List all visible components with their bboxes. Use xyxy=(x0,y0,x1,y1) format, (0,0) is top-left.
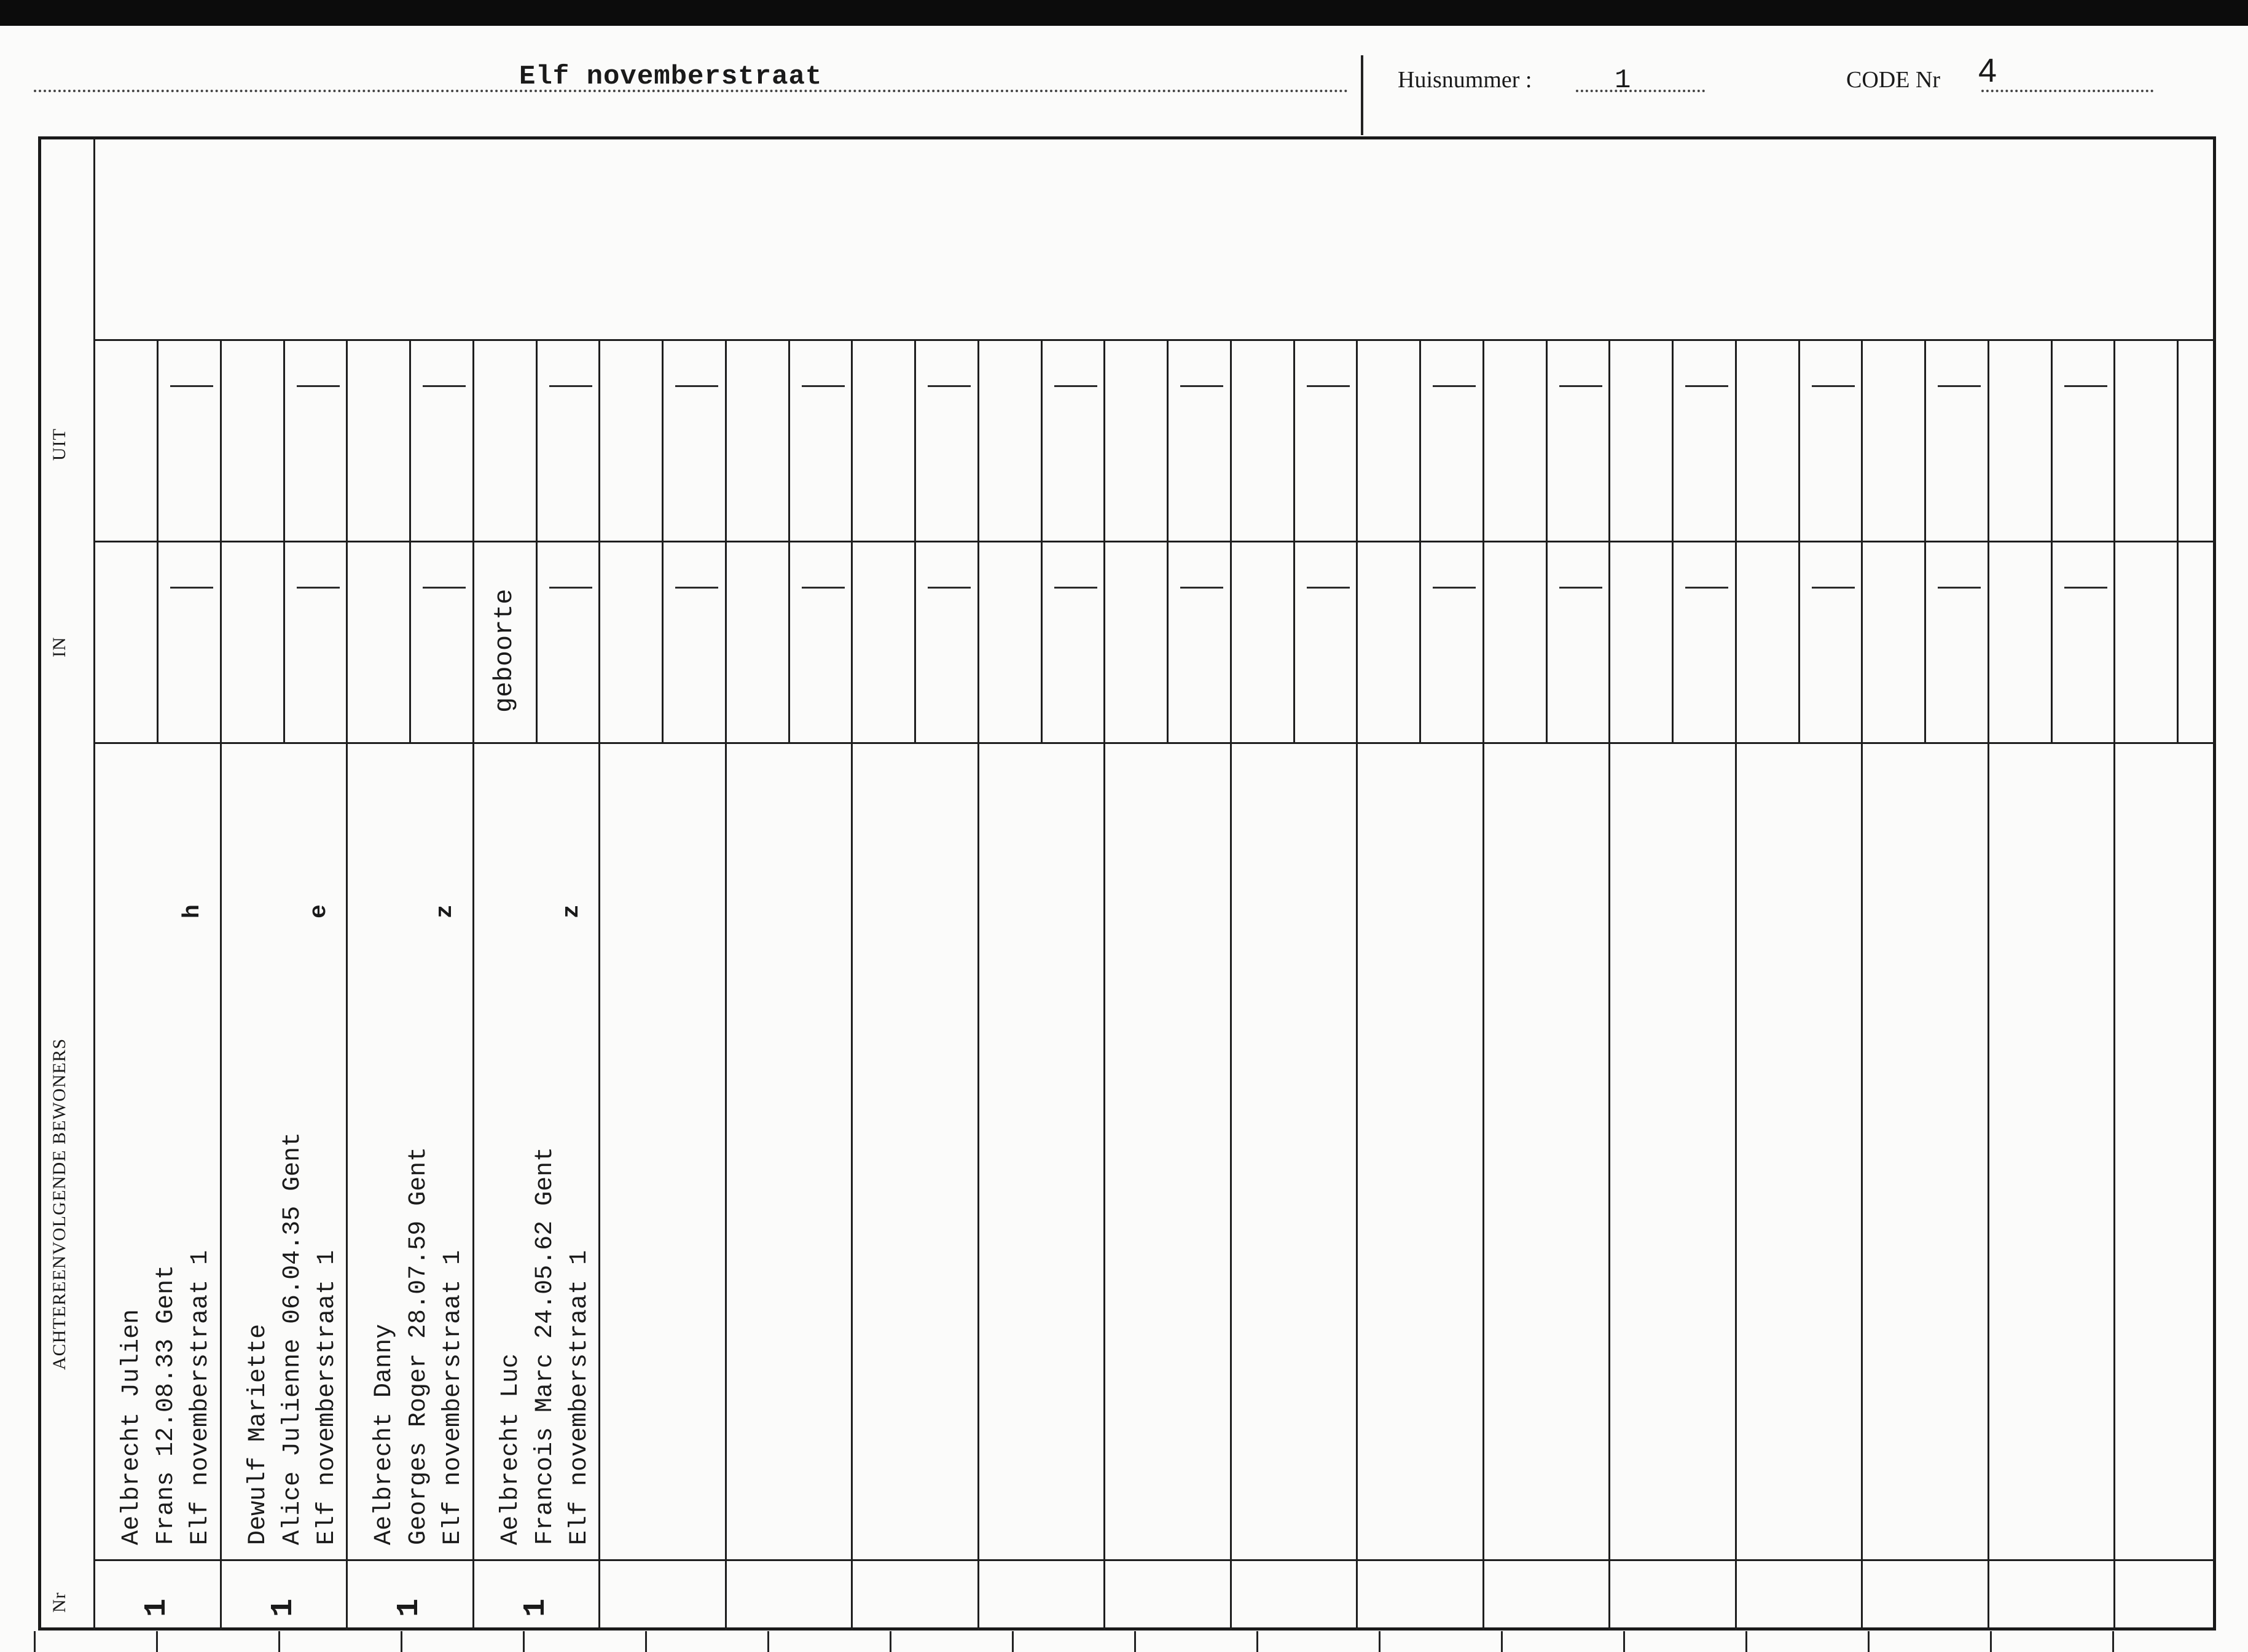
code-number-label: CODE Nr xyxy=(1846,67,1941,93)
column-divider xyxy=(346,339,348,1630)
sub-column-divider xyxy=(2051,339,2053,742)
column-divider xyxy=(977,339,979,1630)
resident-mark: z xyxy=(432,904,458,918)
in-dash xyxy=(1180,587,1223,589)
in-dash xyxy=(1307,587,1350,589)
bottom-tick xyxy=(1745,1631,1747,1652)
sub-column-divider xyxy=(1419,339,1421,742)
uit-dash xyxy=(928,385,971,387)
sub-column-divider xyxy=(409,339,411,742)
sub-column-divider xyxy=(788,339,790,742)
resident-line: Elf novemberstraat 1 xyxy=(439,1250,467,1545)
column-divider xyxy=(725,339,727,1630)
bottom-tick xyxy=(767,1631,769,1652)
resident-line: Aelbrecht Danny xyxy=(370,1323,398,1545)
column-divider xyxy=(1988,339,1989,1630)
in-reason: geboorte xyxy=(490,589,519,713)
label-column-divider xyxy=(93,136,95,1630)
row-divider xyxy=(93,742,2216,744)
column-divider xyxy=(598,339,600,1630)
column-divider xyxy=(1230,339,1232,1630)
sub-column-divider xyxy=(1546,339,1548,742)
column-divider xyxy=(1735,339,1737,1630)
bottom-tick xyxy=(34,1631,36,1652)
uit-dash xyxy=(1812,385,1855,387)
in-dash xyxy=(2064,587,2107,589)
house-number-value: 1 xyxy=(1615,65,1631,96)
resident-line: Elf novemberstraat 1 xyxy=(187,1250,214,1545)
uit-dash xyxy=(549,385,592,387)
resident-line: Elf novemberstraat 1 xyxy=(313,1250,341,1545)
bottom-tick xyxy=(890,1631,891,1652)
bottom-tick xyxy=(1256,1631,1258,1652)
row-label-in: IN xyxy=(49,636,69,657)
bottom-tick xyxy=(523,1631,525,1652)
bottom-tick xyxy=(156,1631,158,1652)
resident-nr: 1 xyxy=(266,1598,301,1617)
uit-dash xyxy=(1180,385,1223,387)
resident-line: Georges Roger 28.07.59 Gent xyxy=(405,1146,433,1545)
resident-line: Aelbrecht Julien xyxy=(118,1309,146,1545)
bottom-tick-marks xyxy=(0,1631,2248,1652)
bottom-tick xyxy=(278,1631,280,1652)
bottom-tick xyxy=(1134,1631,1136,1652)
uit-dash xyxy=(675,385,718,387)
bottom-tick xyxy=(1501,1631,1503,1652)
sub-column-divider xyxy=(914,339,916,742)
bottom-tick xyxy=(1868,1631,1870,1652)
uit-dash xyxy=(1938,385,1981,387)
resident-line: Dewulf Mariette xyxy=(245,1323,272,1545)
bottom-tick xyxy=(1623,1631,1625,1652)
sub-column-divider xyxy=(157,339,159,742)
column-divider xyxy=(1356,339,1358,1630)
resident-line: Elf novemberstraat 1 xyxy=(566,1250,593,1545)
column-divider xyxy=(1103,339,1105,1630)
column-divider xyxy=(1861,339,1863,1630)
column-divider xyxy=(2113,339,2115,1630)
in-dash xyxy=(1938,587,1981,589)
in-dash xyxy=(549,587,592,589)
uit-dash xyxy=(1054,385,1097,387)
column-divider xyxy=(851,339,853,1630)
in-dash xyxy=(1559,587,1602,589)
uit-dash xyxy=(1433,385,1476,387)
sub-column-divider xyxy=(1167,339,1169,742)
in-dash xyxy=(1054,587,1097,589)
row-label-nr: Nr xyxy=(49,1592,69,1613)
in-dash xyxy=(297,587,340,589)
column-divider xyxy=(1482,339,1484,1630)
uit-dash xyxy=(1685,385,1728,387)
sub-column-divider xyxy=(1293,339,1295,742)
resident-nr: 1 xyxy=(392,1598,427,1617)
uit-dash xyxy=(1559,385,1602,387)
bottom-tick xyxy=(1012,1631,1014,1652)
column-divider xyxy=(220,339,222,1630)
uit-dash xyxy=(297,385,340,387)
column-divider xyxy=(1608,339,1610,1630)
row-label-residents: ACHTEREENVOLGENDE BEWONERS xyxy=(49,1038,69,1370)
sub-column-divider xyxy=(1924,339,1926,742)
bottom-tick xyxy=(2112,1631,2114,1652)
in-dash xyxy=(423,587,466,589)
resident-line: Frans 12.08.33 Gent xyxy=(152,1264,180,1545)
uit-dash xyxy=(802,385,845,387)
resident-mark: h xyxy=(179,904,206,918)
resident-nr: 1 xyxy=(139,1598,174,1617)
in-dash xyxy=(1433,587,1476,589)
bottom-tick xyxy=(401,1631,402,1652)
in-dash xyxy=(802,587,845,589)
row-divider xyxy=(93,541,2216,542)
row-label-uit: UIT xyxy=(49,428,69,461)
resident-mark: z xyxy=(558,904,585,918)
resident-line: Alice Julienne 06.04.35 Gent xyxy=(279,1132,307,1545)
bottom-tick xyxy=(1379,1631,1381,1652)
in-dash xyxy=(170,587,213,589)
resident-line: Francois Marc 24.05.62 Gent xyxy=(531,1146,559,1545)
sub-column-divider xyxy=(1672,339,1674,742)
in-dash xyxy=(928,587,971,589)
form-frame xyxy=(38,136,2216,1630)
bottom-tick xyxy=(1990,1631,1992,1652)
uit-dash xyxy=(2064,385,2107,387)
uit-dash xyxy=(1307,385,1350,387)
in-dash xyxy=(675,587,718,589)
resident-nr: 1 xyxy=(519,1598,554,1617)
uit-dash xyxy=(170,385,213,387)
sub-column-divider xyxy=(2177,339,2179,742)
row-divider xyxy=(93,1559,2216,1561)
resident-line: Aelbrecht Luc xyxy=(497,1353,525,1545)
bottom-tick xyxy=(645,1631,647,1652)
column-divider xyxy=(472,339,474,1630)
code-number-value: 4 xyxy=(1978,52,1997,89)
uit-dash xyxy=(423,385,466,387)
sub-column-divider xyxy=(662,339,664,742)
house-number-label: Huisnummer : xyxy=(1398,67,1532,93)
sub-column-divider xyxy=(1798,339,1800,742)
resident-mark: e xyxy=(306,904,332,918)
sub-column-divider xyxy=(536,339,538,742)
sub-column-divider xyxy=(283,339,285,742)
street-name: Elf novemberstraat xyxy=(519,61,823,92)
row-divider xyxy=(93,339,2216,341)
sub-column-divider xyxy=(1041,339,1043,742)
in-dash xyxy=(1812,587,1855,589)
in-dash xyxy=(1685,587,1728,589)
